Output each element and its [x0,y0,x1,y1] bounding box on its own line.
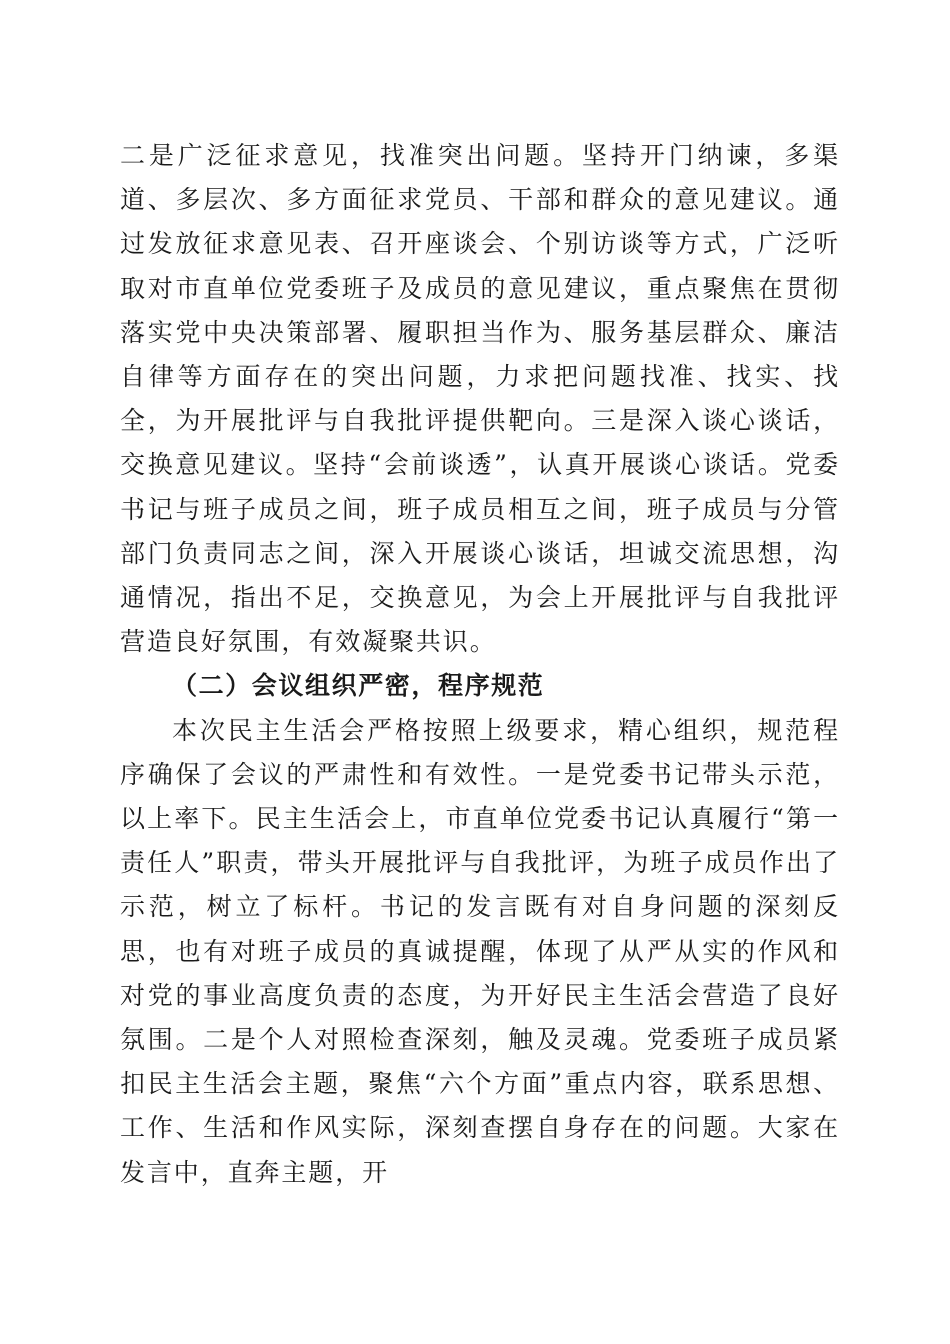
paragraph-continued: 二是广泛征求意见，找准突出问题。坚持开门纳谏，多渠道、多层次、多方面征求党员、干部和群众的意见建议。通过发放征求意见表、召开座谈会、个别访谈等方式，广泛听取对市直单位党委班子及成员的意见建议，重点聚焦在贯彻落实党中央决策部署、履职担当作为、服务基层群众、廉洁自律等方面存在的突出问题，力求把问题找准、找实、找全，为开展批评与自我批评提供靶向。三是深入谈心谈话，交换意见建议。坚持“会前谈透”，认真开展谈心谈话。党委书记与班子成员之间，班子成员相互之间，班子成员与分管部门负责同志之间，深入开展谈心谈话，坦诚交流思想，沟通情况，指出不足，交换意见，为会上开展批评与自我批评营造良好氛围，有效凝聚共识。 [120,141,840,657]
paragraph-meeting-organization: 本次民主生活会严格按照上级要求，精心组织，规范程序确保了会议的严肃性和有效性。一是党委书记带头示范，以上率下。民主生活会上，市直单位党委书记认真履行“第一责任人”职责，带头开展批评与自我批评，为班子成员作出了示范，树立了标杆。书记的发言既有对自身问题的深刻反思，也有对班子成员的真诚提醒，体现了从严从实的作风和对党的事业高度负责的态度，为开好民主生活会营造了良好氛围。二是个人对照检查深刻，触及灵魂。党委班子成员紧扣民主生活会主题，聚焦“六个方面”重点内容，联系思想、工作、生活和作风实际，深刻查摆自身存在的问题。大家在发言中，直奔主题，开 [120,715,840,1187]
section-heading: （二）会议组织严密，程序规范 [172,671,545,701]
document-body [120,134,840,1195]
